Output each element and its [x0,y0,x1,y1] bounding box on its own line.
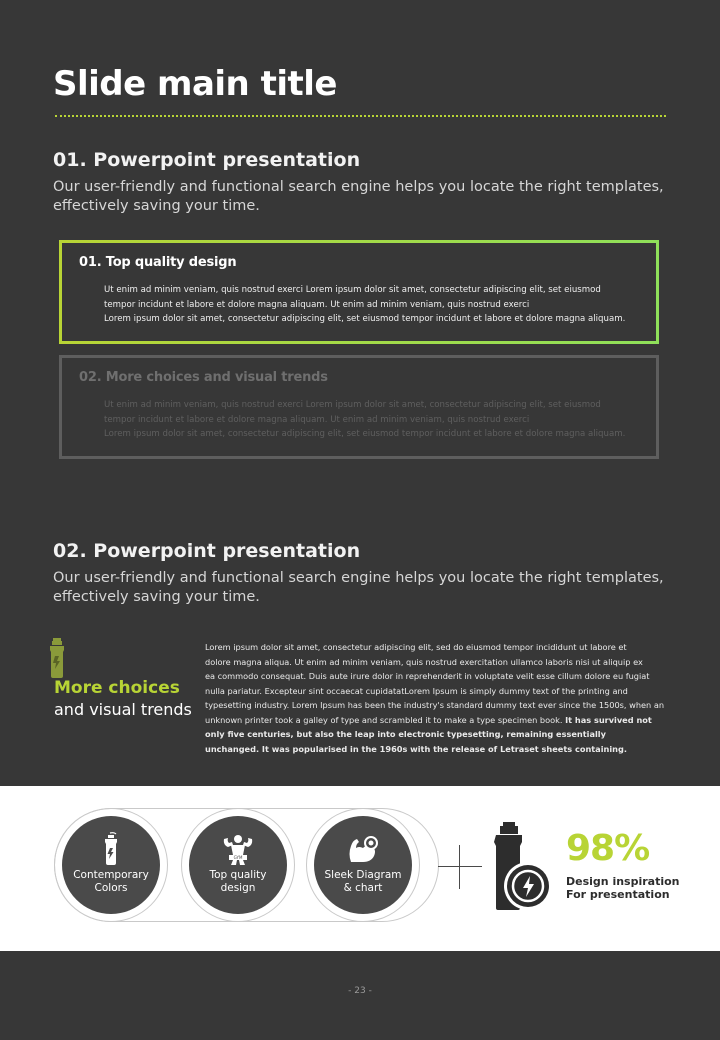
stat-desc-line: Design inspiration [566,875,680,888]
card-body [104,283,664,327]
stat-desc-line: For presentation [566,888,670,901]
section2-description [53,569,693,607]
section1-description [53,178,693,216]
slide-title: Slide main title [53,64,337,104]
card-top-quality-design[interactable] [59,240,659,344]
feature-label-line: Sleek Diagram [324,869,402,881]
feature-contemporary-colors[interactable] [62,816,160,914]
lorem-line: ea commodo consequat. Duis aute irure dolor in reprehenderit in voluptate velit esse cillum dolore eu fugiat [205,671,650,681]
feature-label-line: Top quality [209,869,267,881]
section2-heading: 02. Powerpoint presentation [53,540,361,562]
feature-label [195,869,281,895]
flexed-arm-icon [347,831,379,867]
feature-heading-green: More choices [54,678,180,698]
title-divider [55,115,666,117]
lorem-line: Lorem ipsum dolor sit amet, consectetur adipiscing elit, sed do eiusmod tempor incididunt ut labore et [205,642,627,652]
feature-heading-white: and visual trends [54,700,192,719]
lorem-line: unknown printer took a galley of type and scrambled it to make a type specimen book. [205,714,563,725]
lorem-bold-text: It has survived not [565,714,652,725]
feature-label-line: Contemporary [73,869,149,881]
card-title: 01. Top quality design [79,255,237,270]
feature-sleek-diagram[interactable] [314,816,412,914]
stat-value: 98% [566,828,650,869]
feature-label [68,869,154,895]
card-line: tempor incidunt et labore et dolore magna aliquam. Ut enim ad minim veniam, quis nostrud exerci [104,414,530,425]
section1-desc-line: Our user-friendly and functional search engine helps you locate the right templates, [53,179,664,195]
section1-desc-line: effectively saving your time. [53,198,260,214]
card-body [104,398,664,442]
energy-bottle-icon [493,822,555,918]
feature-label-line: design [220,882,256,894]
lorem-line: nulla pariatur. Excepteur sint occaecat cupidatatLorem Ipsum is simply dummy text of the printing and [205,685,628,696]
feature-label [320,869,406,895]
lorem-line: typesetting industry. Lorem Ipsum has been the industry's standard dummy text ever since the 1500s, when an [205,700,665,710]
card-title: 02. More choices and visual trends [79,370,328,385]
svg-text:GYM: GYM [233,855,243,860]
lorem-bold-text: only five centuries, but also the leap into electronic typesetting, remaining essentially [205,729,606,739]
card-more-choices[interactable] [59,355,659,459]
lorem-bold-text: unchanged. It was popularised in the 1960s with the release of Letraset sheets containing. [205,743,627,754]
lorem-bold-line [205,727,675,742]
bodybuilder-icon [221,831,255,867]
card-line: Lorem ipsum dolor sit amet, consectetur adipiscing elit, set eiusmod tempor incidunt et labore et dolore magna aliquam. [104,429,626,439]
card-line: tempor incidunt et labore et dolore magna aliquam. Ut enim ad minim veniam, quis nostrud exerci [104,299,530,310]
plus-icon-vertical [459,845,460,889]
page-number: - 23 - [348,986,372,996]
water-bottle-icon [48,638,66,682]
bottle-icon [102,831,120,867]
lorem-line: dolore magna aliqua. Ut enim ad minim veniam, quis nostrud exercitation ullamco laboris nisi ut aliquip ex [205,656,643,667]
card-line: Lorem ipsum dolor sit amet, consectetur adipiscing elit, set eiusmod tempor incidunt et labore et dolore magna aliquam. [104,314,626,324]
feature-label-line: Colors [94,882,128,894]
card-line: Ut enim ad minim veniam, quis nostrud exerci Lorem ipsum dolor sit amet, consectetur adipiscing elit, set eiusmod [104,400,601,410]
stat-description [566,875,680,901]
lorem-line-mixed [205,713,675,728]
lorem-paragraph [205,640,675,756]
section2-desc-line: Our user-friendly and functional search engine helps you locate the right templates, [53,570,664,586]
feature-top-quality[interactable] [189,816,287,914]
card-line: Ut enim ad minim veniam, quis nostrud exerci Lorem ipsum dolor sit amet, consectetur adipiscing elit, set eiusmod [104,285,601,295]
plus-icon [438,866,482,867]
section1-heading: 01. Powerpoint presentation [53,149,361,171]
lorem-bold-line [205,742,675,757]
section2-desc-line: effectively saving your time. [53,589,260,605]
feature-label-line: & chart [343,882,383,894]
